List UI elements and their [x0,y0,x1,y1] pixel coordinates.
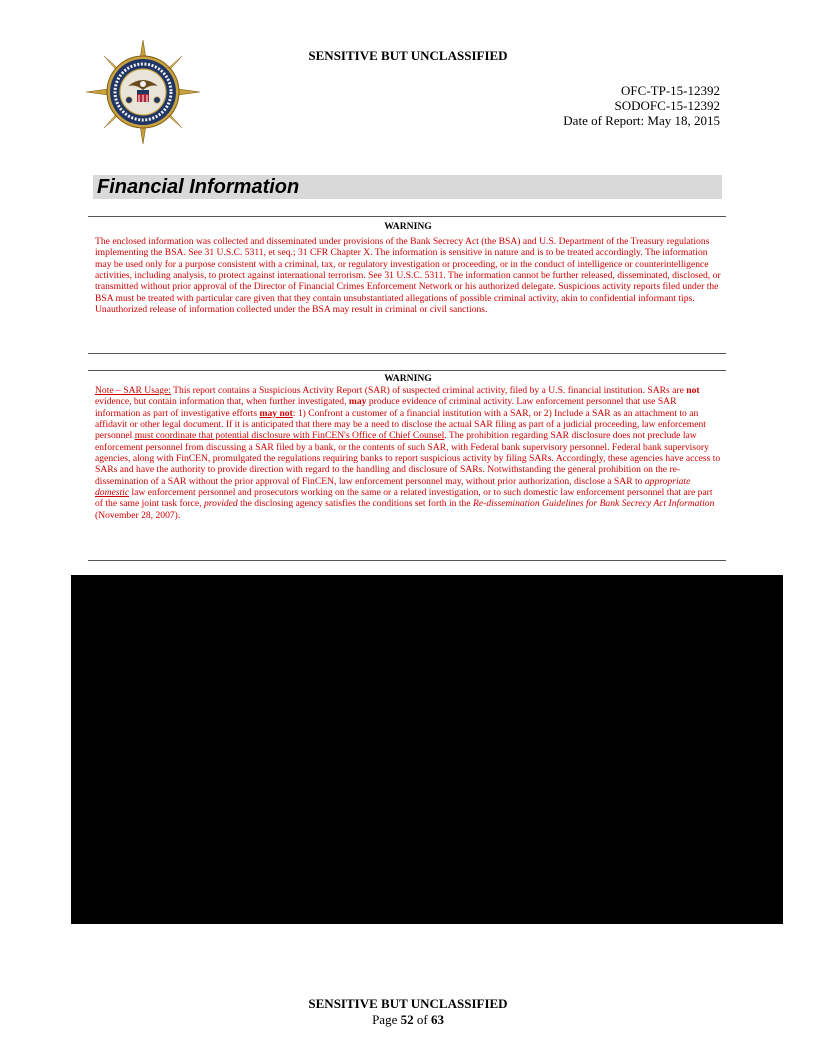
sar-text: : 1) Confront a customer of a financial institution with a SAR, or 2) Include a SAR as an attachment to an affidavit or other legal document. If it is anticipated that there may be a need to disclose the actual SAR filing as part of a judicial proceeding, law enforcement personnel [95,407,706,442]
bsa-warning-block [95,221,721,315]
sar-warning-block [95,373,721,521]
warning-title: WARNING [384,221,432,232]
provided-word: provided [203,498,238,510]
page-prefix: Page [372,1012,401,1027]
domestic-word: domestic [95,487,130,499]
section-heading: Financial Information [97,176,300,198]
footer-classification: SENSITIVE BUT UNCLASSIFIED [308,996,508,1011]
header-classification: SENSITIVE BUT UNCLASSIFIED [308,48,508,63]
seal-graphic [86,40,200,144]
report-date: Date of Report: May 18, 2015 [563,113,720,128]
report-id-sodofc: SODOFC-15-12392 [614,98,720,113]
sar-text: This report contains a Suspicious Activity Report (SAR) of suspected criminal activity, filed by a U.S. financial institution. SARs are [170,385,687,396]
divider [88,560,726,561]
bsa-warning-text: The enclosed information was collected and disseminated under provisions of the Bank Secrecy Act (the BSA) and U.S. Department of the Treasury regulations implementing the BSA. See 31 U.S.C. 5311, et seq.; 31 CFR Chapter X. The information is sensitive in nature and is to be treated accordingly. The information may be used only for a purpose consistent with a criminal, tax, or regulatory investigation or proceeding, or in the conduct of intelligence or counterintelligence activities, including analysis, to protect against international terrorism. See 31 U.S.C. 5311. The information cannot be further released, disseminated, disclosed, or transmitted without prior approval of the Director of Financial Crimes Enforcement Network or his authorized delegate. Suspicious activity reports filed under the BSA must be treated with particular care given that they contain unsubstantiated allegations of possible criminal activity, akin to confidential informant tips. Unauthorized release of information collected under the BSA may result in criminal or civil sanctions. [95,236,721,316]
page-current: 52 [400,1012,414,1027]
page-total: 63 [430,1012,444,1027]
appropriate-word: appropriate [644,475,691,487]
report-identifiers [563,83,720,128]
emphasis-not: not [686,385,700,396]
sar-note-label: Note – SAR Usage: [95,385,171,396]
report-id-ofc: OFC-TP-15-12392 [621,83,720,98]
coordinate-phrase: must coordinate that potential disclosure with FinCEN's Office of Chief Counsel [134,430,445,442]
sar-text: law enforcement personnel and prosecutors working on the same or a related investigation, or to such domestic law enforcement personnel that are part of the same joint task force, [95,487,713,510]
sar-text: produce evidence of criminal activity. Law enforcement personnel that use SAR information as part of investigative efforts [95,396,677,419]
sar-text: . The prohibition regarding SAR disclosure does not preclude law enforcement personnel from discussing a SAR filed by a bank, or the contents of such SAR, with Federal bank supervisory personnel. Federal bank supervisory agencies, along with FinCEN, promulgated the regulations requiring banks to report suspicious activity by filing SARs. Accordingly, these agencies have access to SARs and have the authority to provide direction with regard to the handling and disclosure of SARs. Notwithstanding the general prohibition on the re-dissemination of a SAR without the prior approval of FinCEN, law enforcement personnel may, without prior authorization, disclose a SAR to [95,430,721,487]
emphasis-may-not: may not [259,407,293,419]
section-heading-bar [93,175,722,199]
divider [88,216,726,217]
warning-title: WARNING [384,373,432,384]
sar-text: evidence, but contain information that, when further investigated, [95,396,349,408]
divider [88,370,726,371]
sar-warning-text [95,385,721,521]
page-of: of [413,1012,431,1027]
divider [88,353,726,354]
sar-text: (November 28, 2007). [95,509,181,521]
ocdetf-fusion-center-seal-icon [86,40,200,144]
sar-text: the disclosing agency satisfies the conditions set forth in the [237,498,473,510]
guidelines-title: Re-dissemination Guidelines for Bank Secrecy Act Information [473,498,715,510]
emphasis-may: may [348,396,367,408]
redacted-content-block [71,575,783,924]
page-number [0,1012,816,1028]
